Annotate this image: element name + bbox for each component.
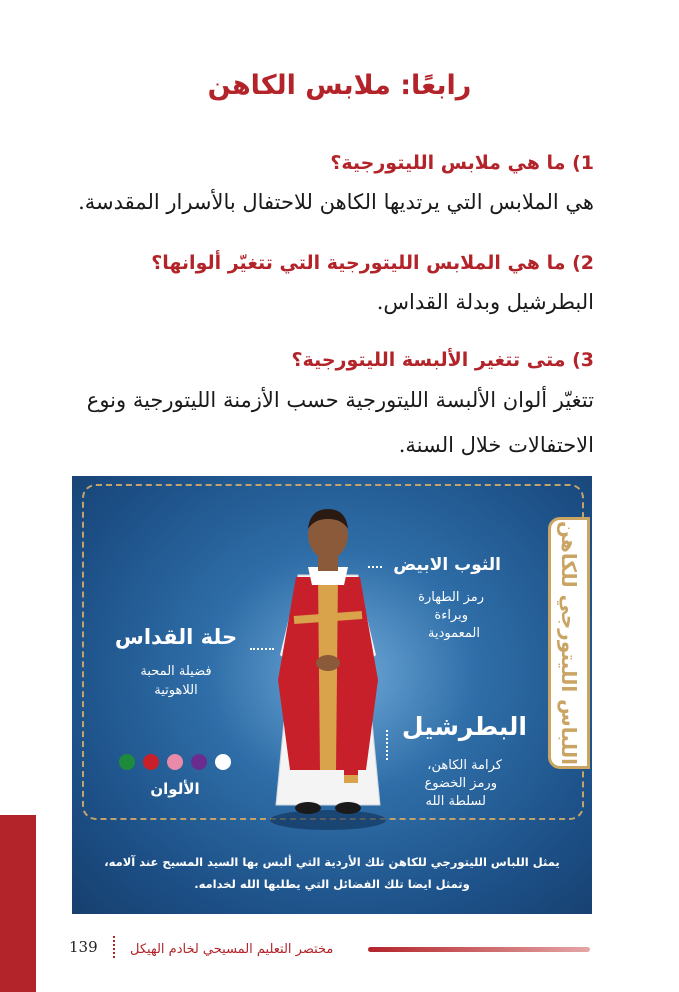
white-robe-desc-1: رمز الطهارة (418, 590, 484, 605)
chasuble-desc-2: اللاهوتية (154, 683, 198, 698)
color-green-dot (119, 754, 135, 770)
stole-desc-2: ورمز الخضوع (424, 776, 497, 791)
infographic-side-title-tab (548, 517, 590, 769)
answer-3-line-1: تتغيّر ألوان الألبسة الليتورجية حسب الأزمنة الليتورجية ونوع (86, 388, 594, 412)
chasuble-desc-1: فضيلة المحبة (140, 664, 212, 679)
white-robe-title: الثوب الابيض (393, 555, 501, 575)
color-white-dot (215, 754, 231, 770)
stole-desc-3: لسلطة الله (425, 794, 486, 809)
red-margin-bar (0, 815, 36, 992)
colors-label: الألوان (150, 780, 200, 798)
page-title: رابعًا: ملابس الكاهن (207, 70, 472, 101)
page-number: 139 (69, 938, 98, 956)
question-2: 2) ما هي الملابس الليتورجية التي تتغيّر ألوانها؟ (151, 252, 594, 274)
page-number-separator (113, 936, 115, 958)
white-robe-desc-3: المعمودية (428, 626, 480, 641)
question-3: 3) متى تتغير الألبسة الليتورجية؟ (291, 349, 594, 371)
color-purple-dot (191, 754, 207, 770)
answer-3-line-2: الاحتفالات خلال السنة. (398, 433, 594, 457)
color-red-dot (143, 754, 159, 770)
chasuble-leader (250, 648, 274, 650)
infographic-footer-line-2: وتمثل ايضا تلك الفضائل التي يطلبها الله لخدامه. (194, 877, 470, 891)
infographic-footer-line-1: يمثل اللباس الليتورجي للكاهن تلك الأردية التي ألبس بها السيد المسيح عند آلامه، (104, 855, 560, 869)
book-title: مختصر التعليم المسيحي لخادم الهيكل (130, 942, 334, 957)
answer-1: هي الملابس التي يرتديها الكاهن للاحتفال بالأسرار المقدسة. (78, 190, 594, 214)
chasuble-title: حلة القداس (114, 625, 238, 649)
white-robe-desc-2: وبراءة (434, 608, 468, 623)
stole-leader (386, 730, 388, 760)
infographic-side-title: اللباس الليتورجي للكاهن (557, 521, 581, 765)
answer-2: البطرشيل وبدلة القداس. (376, 290, 594, 314)
color-rose-dot (167, 754, 183, 770)
footer-rule (368, 947, 590, 952)
stole-title: البطرشيل (401, 712, 527, 741)
white-robe-leader (368, 566, 382, 568)
priest-illustration (258, 505, 398, 835)
stole-desc-1: كرامة الكاهن، (427, 758, 502, 773)
question-1: 1) ما هي ملابس الليتورجية؟ (330, 152, 594, 174)
